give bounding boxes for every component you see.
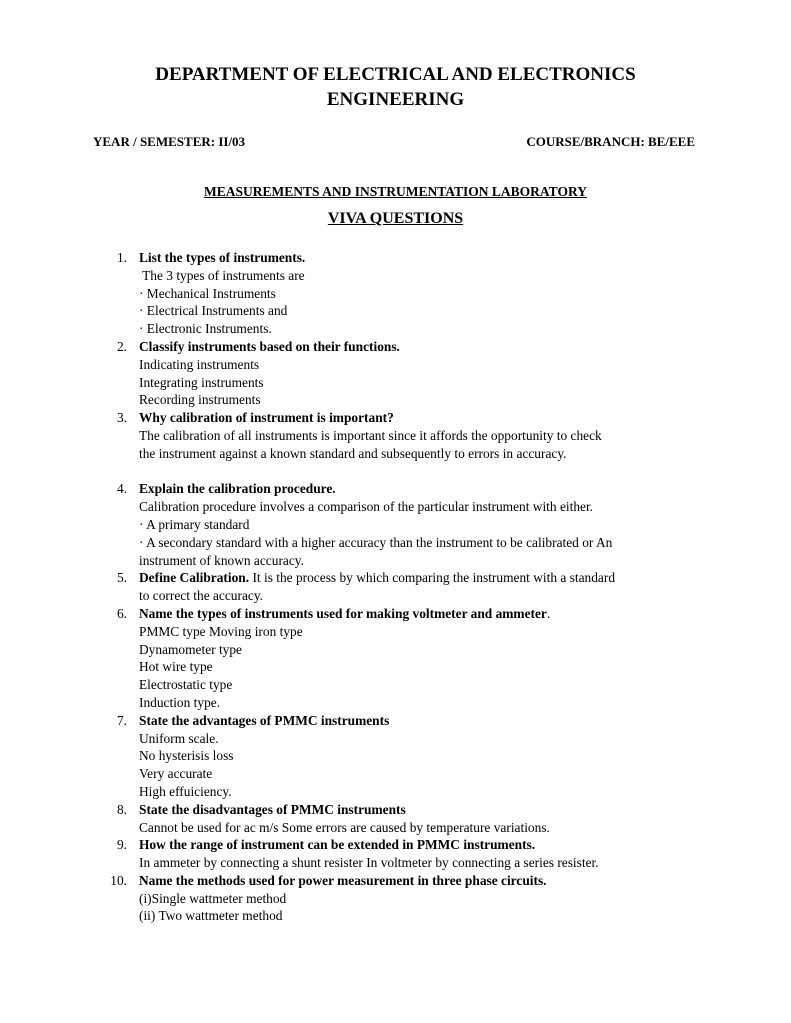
lab-title: MEASUREMENTS AND INSTRUMENTATION LABORATORY: [204, 184, 587, 199]
question-item: [0, 872, 791, 925]
question-text: Why calibration of instrument is important?: [139, 410, 394, 426]
answer-line: · Mechanical Instruments: [139, 285, 276, 301]
answer-line: Dynamometer type: [139, 641, 242, 657]
answer-line: (i)Single wattmeter method: [139, 890, 287, 906]
answer-line: · A secondary standard with a higher accuracy than the instrument to be calibrated or An: [139, 534, 613, 550]
question-text: Explain the calibration procedure.: [139, 481, 336, 497]
year-semester: YEAR / SEMESTER: II/03: [93, 134, 246, 149]
question-number: 2.: [116, 338, 127, 354]
answer-line: Cannot be used for ac m/s Some errors are caused by temperature variations.: [139, 819, 550, 835]
page-title-line1: DEPARTMENT OF ELECTRICAL AND ELECTRONICS: [155, 64, 636, 85]
answer-line: No hysterisis loss: [139, 748, 234, 764]
answer-line: The 3 types of instruments are: [139, 267, 305, 283]
question-item: [0, 409, 791, 480]
question-item: [0, 605, 791, 712]
answer-line: (ii) Two wattmeter method: [139, 908, 283, 924]
question-number: 4.: [116, 481, 127, 497]
answer-line: the instrument against a known standard and subsequently to errors in accuracy.: [139, 445, 567, 461]
question-number: 1.: [116, 250, 127, 265]
answer-line: Very accurate: [139, 766, 213, 782]
question-text: Classify instruments based on their functions.: [139, 338, 400, 354]
answer-line: High effuiciency.: [139, 783, 232, 799]
answer-inline: It is the process by which comparing the instrument with a standard: [249, 570, 616, 586]
answer-line: to correct the accuracy.: [139, 588, 264, 604]
course-branch: COURSE/BRANCH: BE/EEE: [526, 134, 695, 149]
answer-line: Hot wire type: [139, 659, 213, 675]
answer-line: · Electrical Instruments and: [139, 303, 288, 319]
question-item: [0, 249, 791, 338]
question-text: List the types of instruments.: [139, 250, 306, 265]
answer-line: The calibration of all instruments is important since it affords the opportunity to check: [139, 427, 602, 443]
question-item: [0, 712, 791, 801]
answer-line: PMMC type Moving iron type: [139, 623, 303, 639]
question-number: 9.: [116, 837, 127, 853]
question-list: [0, 249, 791, 925]
question-item: [0, 338, 791, 409]
answer-line: Indicating instruments: [139, 356, 260, 372]
answer-line: Induction type.: [139, 694, 221, 710]
answer-line: Calibration procedure involves a comparison of the particular instrument with either.: [139, 499, 594, 515]
question-text: Define Calibration.: [139, 570, 250, 586]
question-number: 3.: [116, 410, 127, 426]
question-number: 10.: [110, 872, 127, 888]
page-title-line2: ENGINEERING: [326, 89, 465, 110]
answer-line: · A primary standard: [139, 516, 250, 532]
answer-line: Integrating instruments: [139, 374, 264, 390]
answer-line: instrument of known accuracy.: [139, 552, 304, 568]
answer-line: Uniform scale.: [139, 730, 219, 746]
answer-inline: .: [546, 605, 551, 621]
answer-line: · Electronic Instruments.: [139, 321, 272, 337]
question-item: [0, 480, 791, 569]
question-number: 7.: [116, 712, 127, 728]
question-text: How the range of instrument can be extended in PMMC instruments.: [139, 837, 536, 853]
answer-line: Recording instruments: [139, 392, 261, 408]
answer-line: In ammeter by connecting a shunt resister In voltmeter by connecting a series resister.: [139, 855, 599, 871]
question-item: [0, 569, 791, 605]
question-item: [0, 801, 791, 837]
section-title: VIVA QUESTIONS: [327, 210, 464, 227]
question-text: Name the types of instruments used for making voltmeter and ammeter: [139, 605, 547, 621]
answer-line: Electrostatic type: [139, 677, 233, 693]
question-number: 6.: [116, 605, 127, 621]
spacer: [139, 463, 699, 481]
question-item: [0, 836, 791, 872]
question-text: State the advantages of PMMC instruments: [139, 712, 390, 728]
question-number: 5.: [116, 570, 127, 586]
question-text: State the disadvantages of PMMC instruments: [139, 801, 406, 817]
question-text: Name the methods used for power measurement in three phase circuits.: [139, 872, 547, 888]
question-number: 8.: [116, 801, 127, 817]
